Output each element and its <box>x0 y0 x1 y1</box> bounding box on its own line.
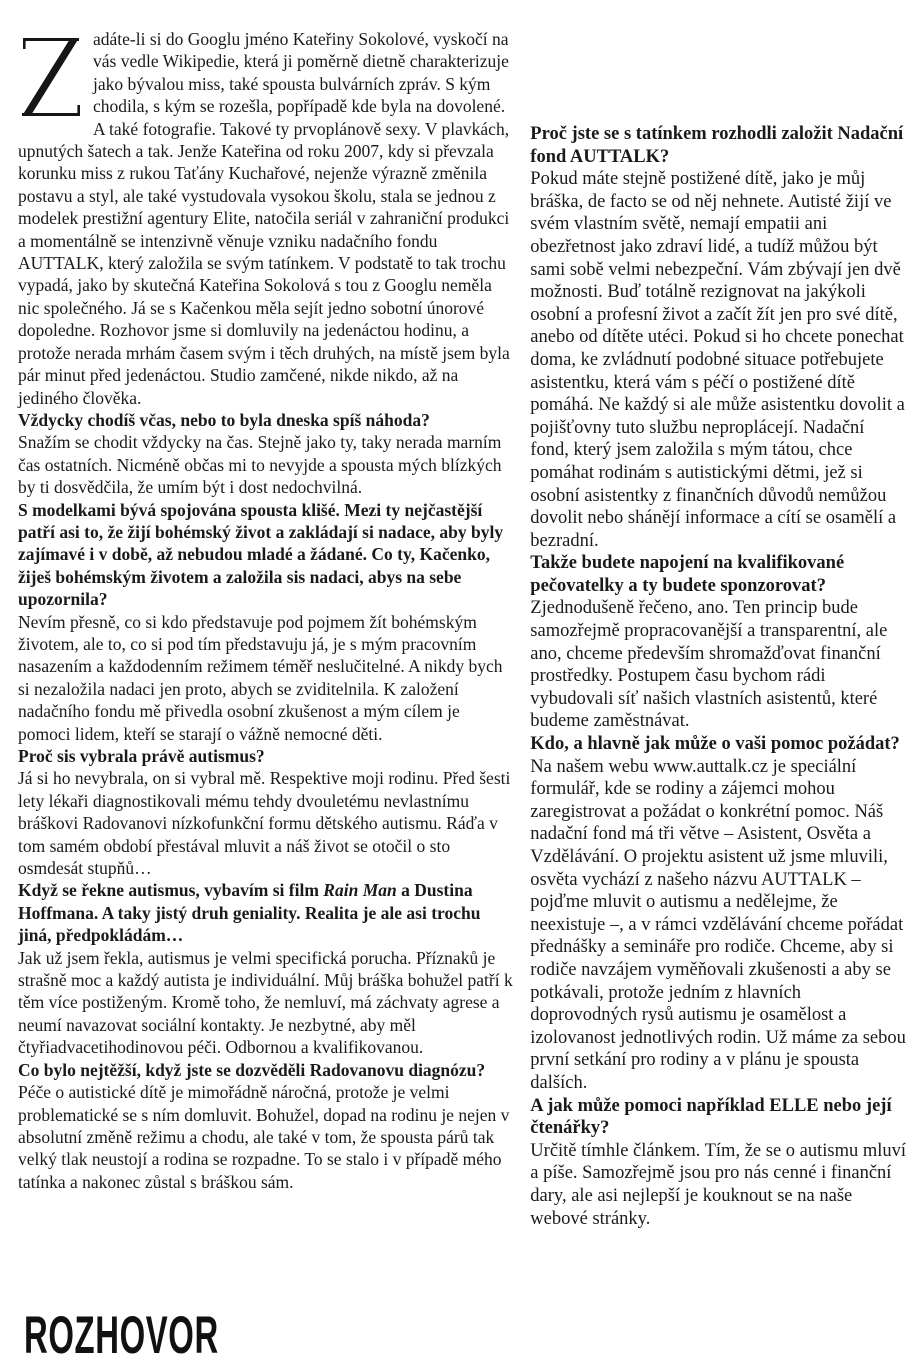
question-text: Proč jste se s tatínkem rozhodli založit Nadační fond AUTTALK? <box>530 124 904 167</box>
interview-question <box>18 499 516 611</box>
question-text: Vždycky chodíš včas, nebo to byla dneska spíš náhoda? <box>18 409 430 430</box>
intro-text: adáte-li si do Googlu jméno Kateřiny Sokolové, vyskočí na vás vedle Wikipedie, která ji poměrně dietně charakterizuje jako bývalou miss, také spousta bulvárních zpráv. S kým chodila, s kým se rozešla, popřípadě kde byla na dovolené. A také fotografie. Takové ty prvoplánově sexy. V plavkách, upnutých šatech a tak. Jenže Kateřina od roku 2007, kdy si převzala korunku miss z rukou Taťány Kuchařové, nejenže výrazně změnila postavu a styl, ale také vystudovala vysokou školu, stala se jednou z modelek prestižní agentury Elite, natočila seriál v zahraniční produkci a momentálně se intenzivně věnuje vzniku nadačního fondu AUTTALK, který založila se svým tatínkem. V podstatě to tak trochu vypadá, jako by skutečná Kateřina Sokolová s tou z Googlu neměla nic společného. Já se s Kačenkou měla sejít jedno sobotní únorové dopoledne. Rozhovor jsme si domluvily na jedenáctou hodinu, a protože nerada mrhám časem svým i těch druhých, na místě jsem byla pár minut před jedenáctou. Studio zamčené, nikde nikdo, až na jediného člověka. <box>18 29 510 408</box>
interview-answer: Péče o autistické dítě je mimořádně náročná, protože je velmi problematické se s ním domluvit. Bohužel, dopad na rodinu je nejen v absolutní změně režimu a chodu, ale také v tom, že spousta párů tak velký tlak neustojí a rodina se rozpadne. To se stalo i v případě mého tatínka a nakonec zůstal s bráškou sám. <box>18 1082 510 1192</box>
question-text: Když se řekne autismus, vybavím si film <box>18 880 324 901</box>
question-text: Kdo, a hlavně jak může o vaši pomoc požádat? <box>530 734 900 755</box>
interview-answer: Já si ho nevybrala, on si vybral mě. Respektive moji rodinu. Před šesti lety lékaři diagnostikovali mému tehdy dvouletému nevlastnímu bráškovi Radovanovi nízkofunkční formu dětského autismu. Ráďa v tom samém období přestával mluvit a náš život se otočil o sto osmdesát stupňů… <box>18 768 511 879</box>
interview-question <box>530 733 907 756</box>
interview-question <box>18 745 516 767</box>
intro-paragraph <box>18 28 516 409</box>
question-text: A jak může pomoci například ELLE nebo její čtenářky? <box>530 1095 892 1139</box>
interview-question <box>18 409 516 431</box>
question-text: a Dustina Hoffmana. A taky jistý druh geniality. Realita je ale asi trochu jiná, předpokládám… <box>18 880 481 946</box>
interview-question <box>18 1059 516 1081</box>
interview-answer: Snažím se chodit vždycky na čas. Stejně jako ty, taky nerada marním čas ostatních. Nicméně občas mi to nevyjde a spousta mých blízkých by ti dosvědčila, že umím být i dost nedochvilná. <box>18 432 502 498</box>
interview-question <box>530 1095 907 1140</box>
magazine-logo-elle <box>0 1311 2 1360</box>
interview-answer: Nevím přesně, co si kdo představuje pod pojmem žít bohémským životem, ale to, co si pod tím představuju já, je s mým pracovním nasazením a každodenním režimem téměř neslučitelné. A nikdy bych si nezaložila nadaci jen proto, abych se zviditelnila. K založení nadačního fondu mě přivedla osobní zkušenost a mým cílem je pomoci lidem, kteří se starají o vážně nemocné děti. <box>18 611 503 744</box>
interview-question <box>18 879 516 946</box>
interview-answer: Na našem webu www.auttalk.cz je speciální formulář, kde se rodiny a zájemci mohou zaregistrovat a požádat o konkrétní pomoc. Náš nadační fond má tři větve – Asistent, Osvěta a Vzdělávání. O projektu asistent už jsme mluvili, osvěta vychází z našeho názvu AUTTALK – pojďme mluvit o autismu a nedělejme, že neexistuje –, a v rámci vzdělávání chceme pořádat přednášky a semináře pro rodiče. Chceme, aby si rodiče navzájem vyměňovali zkušenosti a aby se potkávali, protože jedním z hlavních doprovodných rysů autismu je osamělost a izolovanost jednotlivých rodin. Už máme za sebou první setkání pro rodiny a v plánu je spousta dalších. <box>530 756 906 1093</box>
interview-answer: Zjednodušeně řečeno, ano. Ten princip bude samozřejmě propracovanější a transparentní, ale ano, chceme především shromažďovat finanční prostředky. Postupem času bychom rádi vybudovali síť našich vlastních asistentů, které budeme zaměstnávat. <box>530 598 888 732</box>
interview-question <box>530 552 907 597</box>
film-title-italic: Rain Man <box>323 880 397 901</box>
interview-answer: Pokud máte stejně postižené dítě, jako je můj bráška, de facto se od něj nehnete. Autisté žijí ve svém vlastním světě, nemají empatii ani obezřetnost jako zdraví lidé, a tudíž můžou být sami sobě velmi nebezpeční. Vám zbývají jen dvě možnosti. Buď totálně rezignovat na jakýkoli osobní a profesní život a začít žít jen pro své dítě, anebo od dítěte utéci. Pokud si ho chcete ponechat doma, ke zvládnutí podobné situace potřebujete asistentku, která vám s péčí o postižené dítě pomáhá. Ne každý si ale může asistentku dovolit a pojišťovny tuto službu neproplácejí. Nadační fond, který jsem založila s mým tátou, chce pomáhat rodinám s autistickými dětmi, jež si osobní asistentky z finančních důvodů nemůžou dovolit nebo shánějí informace a cítí se osamělí a bezradní. <box>530 169 905 551</box>
interview-answer: Určitě tímhle článkem. Tím, že se o autismu mluví a píše. Samozřejmě jsou pro nás cenné i finanční dary, ale asi nejlepší je kouknout se na naše webové stránky. <box>530 1140 907 1229</box>
interview-question <box>530 123 907 168</box>
question-text: Proč sis vybrala právě autismus? <box>18 746 265 766</box>
article-left-column <box>18 28 516 1193</box>
section-title-rozhovor: ROZHOVOR <box>24 1306 219 1365</box>
question-text: Co bylo nejtěžší, když jste se dozvěděli Radovanovu diagnózu? <box>18 1059 486 1080</box>
drop-cap-letter-z <box>18 33 84 119</box>
question-text: S modelkami bývá spojována spousta klišé. Mezi ty nejčastější patří asi to, že žijí bohémský život a zakládají si nadace, aby byly zajímavé i v době, až nebudou mladé a žádané. Co ty, Kačenko, žiješ bohémským životem a založila sis nadaci, abys na sebe upozornila? <box>18 499 504 610</box>
interview-answer: Jak už jsem řekla, autismus je velmi specifická porucha. Příznaků je strašně moc a každý autista je individuální. Můj bráška bohužel patří k těm více postiženým. Kromě toho, že nemluví, má záchvaty agrese a neumí navazovat sociální kontakty. Je nezbytné, aby měl čtyřiadvacetihodinovou péči. Odbornou a kvalifikovanou. <box>18 947 513 1058</box>
question-text: Takže budete napojení na kvalifikované pečovatelky a ty budete sponzorovat? <box>530 553 845 596</box>
article-right-column <box>530 28 907 1230</box>
